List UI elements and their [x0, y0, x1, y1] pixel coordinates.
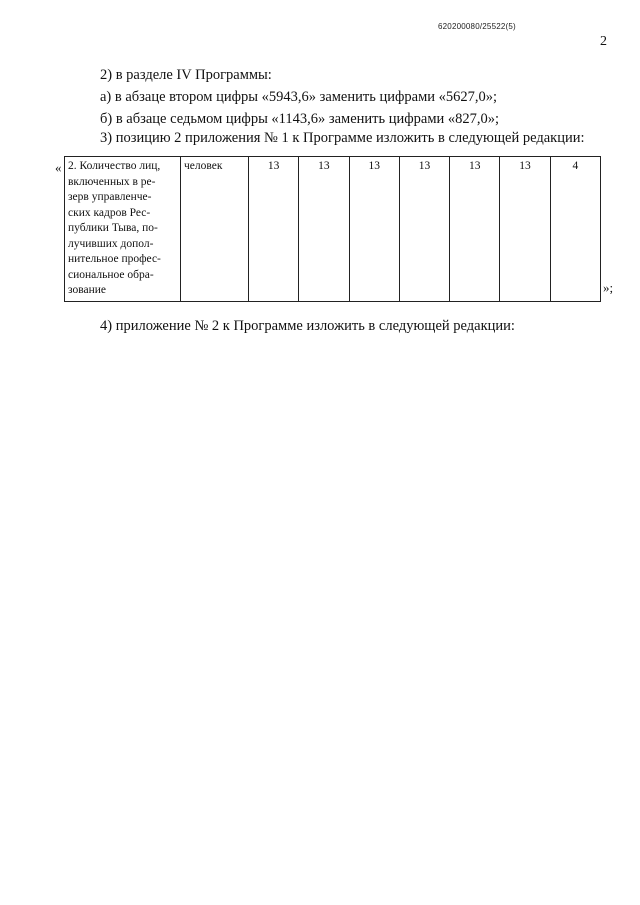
paragraph-section-iv: 2) в разделе IV Программы: — [100, 67, 272, 83]
paragraph-item-4: 4) приложение № 2 к Программе изложить в следующей редакции: — [100, 318, 515, 334]
unit-cell: человек — [181, 157, 249, 302]
document-code: 620200080/25522(5) — [438, 22, 516, 31]
indicator-text-line: ских кадров Рес- — [68, 206, 151, 219]
table-close-quote: »; — [603, 280, 614, 295]
value-cell: 13 — [399, 157, 449, 302]
indicator-text-line: зерв управленче- — [68, 191, 152, 203]
indicator-table — [64, 156, 601, 302]
indicator-text-line: нительное профес- — [68, 253, 161, 265]
paragraph-item-3: 3) позицию 2 приложения № 1 к Программе изложить в следующей редакции: — [100, 130, 585, 146]
table-open-quote: « — [55, 160, 62, 175]
indicator-text-line: публики Тыва, по- — [68, 222, 158, 234]
value-cell: 13 — [500, 157, 550, 302]
indicator-text-line: 2. Количество лиц, — [68, 160, 161, 172]
value-cell: 13 — [349, 157, 399, 302]
paragraph-item-b: б) в абзаце седьмом цифры «1143,6» заменить цифрами «827,0»; — [100, 111, 500, 127]
indicator-text-line: зование — [68, 284, 107, 296]
indicator-text-line: включенных в ре- — [68, 175, 156, 188]
paragraph-item-a: а) в абзаце втором цифры «5943,6» заменить цифрами «5627,0»; — [100, 89, 498, 105]
indicator-text-line: лучивших допол- — [68, 237, 154, 250]
indicator-text-line: сиональное обра- — [68, 268, 154, 281]
value-cell: 13 — [299, 157, 349, 302]
table-row — [65, 157, 601, 302]
value-cell: 13 — [450, 157, 500, 302]
page-number: 2 — [600, 34, 607, 49]
indicator-name-cell — [65, 157, 181, 302]
value-cell: 4 — [550, 157, 600, 302]
value-cell: 13 — [249, 157, 299, 302]
